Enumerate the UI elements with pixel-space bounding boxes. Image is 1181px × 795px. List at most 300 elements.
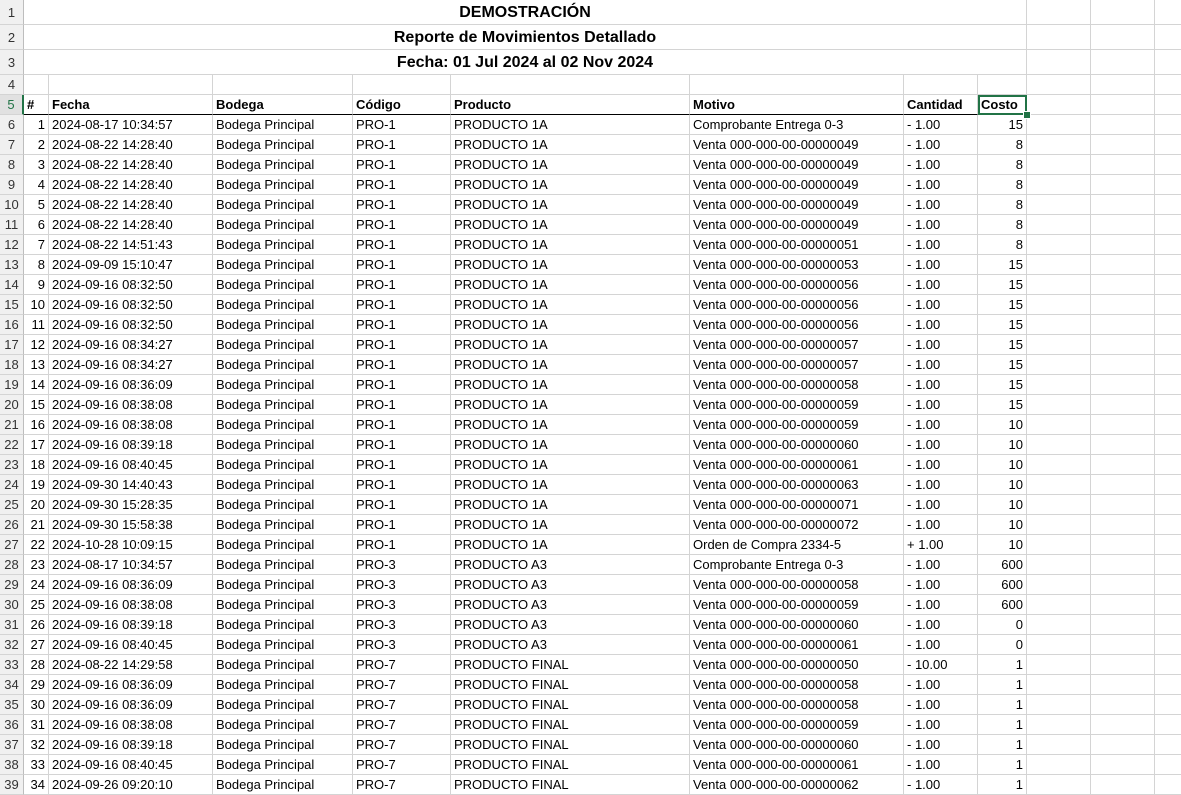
cell-motivo[interactable]: Venta 000-000-00-00000059 [690,715,904,735]
row-header[interactable]: 15 [0,295,24,315]
cell-bodega[interactable]: Bodega Principal [213,595,353,615]
cell-row-index[interactable]: 18 [24,455,49,475]
cell-motivo[interactable]: Venta 000-000-00-00000061 [690,635,904,655]
row-header[interactable]: 16 [0,315,24,335]
cell-fecha[interactable]: 2024-08-22 14:28:40 [49,215,213,235]
cell-bodega[interactable]: Bodega Principal [213,175,353,195]
empty-cell[interactable] [1027,755,1091,775]
cell-codigo[interactable]: PRO-7 [353,695,451,715]
row-header[interactable]: 36 [0,715,24,735]
cell-codigo[interactable]: PRO-1 [353,175,451,195]
row-header[interactable]: 1 [0,0,24,25]
cell-row-index[interactable]: 25 [24,595,49,615]
cell-bodega[interactable]: Bodega Principal [213,535,353,555]
cell-cantidad[interactable]: - 10.00 [904,655,978,675]
cell-bodega[interactable]: Bodega Principal [213,635,353,655]
cell-producto[interactable]: PRODUCTO 1A [451,195,690,215]
cell-fecha[interactable]: 2024-10-28 10:09:15 [49,535,213,555]
cell-motivo[interactable]: Venta 000-000-00-00000056 [690,315,904,335]
cell-fecha[interactable]: 2024-09-09 15:10:47 [49,255,213,275]
cell-fecha[interactable]: 2024-09-16 08:32:50 [49,275,213,295]
cell-motivo[interactable]: Venta 000-000-00-00000060 [690,615,904,635]
cell-producto[interactable]: PRODUCTO 1A [451,415,690,435]
cell-row-index[interactable]: 24 [24,575,49,595]
cell-codigo[interactable]: PRO-1 [353,295,451,315]
cell-fecha[interactable]: 2024-08-17 10:34:57 [49,555,213,575]
cell-producto[interactable]: PRODUCTO FINAL [451,675,690,695]
cell-costo[interactable]: 15 [978,315,1027,335]
cell-fecha[interactable]: 2024-09-16 08:36:09 [49,675,213,695]
cell-fecha[interactable]: 2024-09-16 08:40:45 [49,455,213,475]
cell-row-index[interactable]: 8 [24,255,49,275]
row-header[interactable]: 6 [0,115,24,135]
cell-bodega[interactable]: Bodega Principal [213,655,353,675]
cell-codigo[interactable]: PRO-1 [353,395,451,415]
cell-row-index[interactable]: 13 [24,355,49,375]
row-header[interactable]: 11 [0,215,24,235]
report-date-range[interactable]: Fecha: 01 Jul 2024 al 02 Nov 2024 [24,50,1027,75]
empty-cell[interactable] [1155,95,1181,115]
empty-cell[interactable] [690,75,904,95]
cell-fecha[interactable]: 2024-09-16 08:39:18 [49,735,213,755]
row-header[interactable]: 13 [0,255,24,275]
cell-motivo[interactable]: Venta 000-000-00-00000062 [690,775,904,795]
cell-cantidad[interactable]: - 1.00 [904,415,978,435]
cell-cantidad[interactable]: - 1.00 [904,115,978,135]
empty-cell[interactable] [1155,25,1181,50]
cell-producto[interactable]: PRODUCTO 1A [451,355,690,375]
cell-motivo[interactable]: Venta 000-000-00-00000056 [690,275,904,295]
empty-cell[interactable] [1091,495,1155,515]
empty-cell[interactable] [1027,235,1091,255]
empty-cell[interactable] [1155,775,1181,795]
row-header[interactable]: 31 [0,615,24,635]
cell-producto[interactable]: PRODUCTO 1A [451,315,690,335]
empty-cell[interactable] [1091,715,1155,735]
cell-row-index[interactable]: 23 [24,555,49,575]
cell-cantidad[interactable]: - 1.00 [904,375,978,395]
cell-fecha[interactable]: 2024-09-16 08:40:45 [49,755,213,775]
cell-fecha[interactable]: 2024-09-16 08:34:27 [49,355,213,375]
cell-cantidad[interactable]: + 1.00 [904,535,978,555]
cell-motivo[interactable]: Venta 000-000-00-00000049 [690,195,904,215]
empty-cell[interactable] [1155,375,1181,395]
row-header[interactable]: 30 [0,595,24,615]
empty-cell[interactable] [353,75,451,95]
empty-cell[interactable] [1155,155,1181,175]
cell-cantidad[interactable]: - 1.00 [904,455,978,475]
row-header[interactable]: 4 [0,75,24,95]
column-header-codigo[interactable]: Código [353,95,451,115]
cell-producto[interactable]: PRODUCTO 1A [451,375,690,395]
cell-fecha[interactable]: 2024-09-16 08:38:08 [49,715,213,735]
empty-cell[interactable] [1155,315,1181,335]
empty-cell[interactable] [1091,155,1155,175]
empty-cell[interactable] [1155,115,1181,135]
cell-fecha[interactable]: 2024-09-16 08:39:18 [49,615,213,635]
cell-codigo[interactable]: PRO-1 [353,375,451,395]
cell-fecha[interactable]: 2024-09-16 08:34:27 [49,335,213,355]
empty-cell[interactable] [1027,50,1091,75]
empty-cell[interactable] [1091,115,1155,135]
cell-bodega[interactable]: Bodega Principal [213,695,353,715]
cell-bodega[interactable]: Bodega Principal [213,775,353,795]
empty-cell[interactable] [1027,615,1091,635]
cell-costo[interactable]: 15 [978,355,1027,375]
cell-row-index[interactable]: 7 [24,235,49,255]
cell-codigo[interactable]: PRO-1 [353,155,451,175]
cell-costo[interactable]: 1 [978,695,1027,715]
cell-motivo[interactable]: Venta 000-000-00-00000056 [690,295,904,315]
cell-row-index[interactable]: 30 [24,695,49,715]
empty-cell[interactable] [1155,135,1181,155]
cell-costo[interactable]: 8 [978,235,1027,255]
empty-cell[interactable] [1091,335,1155,355]
cell-producto[interactable]: PRODUCTO 1A [451,295,690,315]
cell-codigo[interactable]: PRO-1 [353,415,451,435]
empty-cell[interactable] [1091,595,1155,615]
cell-bodega[interactable]: Bodega Principal [213,575,353,595]
cell-row-index[interactable]: 2 [24,135,49,155]
row-header[interactable]: 34 [0,675,24,695]
empty-cell[interactable] [1027,415,1091,435]
cell-row-index[interactable]: 28 [24,655,49,675]
cell-bodega[interactable]: Bodega Principal [213,235,353,255]
cell-motivo[interactable]: Comprobante Entrega 0-3 [690,115,904,135]
empty-cell[interactable] [1027,475,1091,495]
cell-bodega[interactable]: Bodega Principal [213,715,353,735]
cell-codigo[interactable]: PRO-1 [353,475,451,495]
cell-cantidad[interactable]: - 1.00 [904,255,978,275]
row-header[interactable]: 26 [0,515,24,535]
row-header[interactable]: 12 [0,235,24,255]
empty-cell[interactable] [1027,455,1091,475]
cell-row-index[interactable]: 20 [24,495,49,515]
empty-cell[interactable] [1155,675,1181,695]
empty-cell[interactable] [1091,515,1155,535]
cell-row-index[interactable]: 12 [24,335,49,355]
cell-producto[interactable]: PRODUCTO 1A [451,455,690,475]
empty-cell[interactable] [213,75,353,95]
empty-cell[interactable] [1027,495,1091,515]
cell-bodega[interactable]: Bodega Principal [213,115,353,135]
cell-cantidad[interactable]: - 1.00 [904,675,978,695]
cell-cantidad[interactable]: - 1.00 [904,495,978,515]
cell-row-index[interactable]: 15 [24,395,49,415]
cell-producto[interactable]: PRODUCTO FINAL [451,715,690,735]
row-header[interactable]: 3 [0,50,24,75]
cell-cantidad[interactable]: - 1.00 [904,475,978,495]
empty-cell[interactable] [1155,695,1181,715]
cell-row-index[interactable]: 9 [24,275,49,295]
cell-row-index[interactable]: 3 [24,155,49,175]
row-header[interactable]: 29 [0,575,24,595]
empty-cell[interactable] [1091,0,1155,25]
cell-cantidad[interactable]: - 1.00 [904,735,978,755]
empty-cell[interactable] [1091,135,1155,155]
cell-row-index[interactable]: 16 [24,415,49,435]
cell-cantidad[interactable]: - 1.00 [904,575,978,595]
cell-motivo[interactable]: Venta 000-000-00-00000058 [690,675,904,695]
cell-costo[interactable]: 600 [978,555,1027,575]
cell-motivo[interactable]: Venta 000-000-00-00000051 [690,235,904,255]
cell-motivo[interactable]: Venta 000-000-00-00000072 [690,515,904,535]
cell-bodega[interactable]: Bodega Principal [213,415,353,435]
cell-codigo[interactable]: PRO-7 [353,735,451,755]
cell-costo[interactable]: 8 [978,135,1027,155]
cell-fecha[interactable]: 2024-09-16 08:38:08 [49,415,213,435]
cell-fecha[interactable]: 2024-08-17 10:34:57 [49,115,213,135]
cell-bodega[interactable]: Bodega Principal [213,735,353,755]
cell-row-index[interactable]: 11 [24,315,49,335]
cell-row-index[interactable]: 19 [24,475,49,495]
cell-costo[interactable]: 15 [978,255,1027,275]
empty-cell[interactable] [24,75,49,95]
empty-cell[interactable] [1091,455,1155,475]
cell-costo[interactable]: 1 [978,715,1027,735]
column-header-motivo[interactable]: Motivo [690,95,904,115]
empty-cell[interactable] [1027,315,1091,335]
empty-cell[interactable] [1091,395,1155,415]
row-header[interactable]: 9 [0,175,24,195]
cell-costo[interactable]: 1 [978,735,1027,755]
cell-codigo[interactable]: PRO-7 [353,775,451,795]
cell-cantidad[interactable]: - 1.00 [904,355,978,375]
cell-motivo[interactable]: Venta 000-000-00-00000060 [690,735,904,755]
row-header[interactable]: 19 [0,375,24,395]
empty-cell[interactable] [1027,25,1091,50]
empty-cell[interactable] [1155,495,1181,515]
cell-cantidad[interactable]: - 1.00 [904,135,978,155]
empty-cell[interactable] [1155,255,1181,275]
cell-row-index[interactable]: 33 [24,755,49,775]
cell-fecha[interactable]: 2024-09-30 15:28:35 [49,495,213,515]
cell-motivo[interactable]: Venta 000-000-00-00000071 [690,495,904,515]
empty-cell[interactable] [1091,755,1155,775]
cell-codigo[interactable]: PRO-7 [353,715,451,735]
empty-cell[interactable] [1027,335,1091,355]
cell-codigo[interactable]: PRO-1 [353,275,451,295]
cell-bodega[interactable]: Bodega Principal [213,675,353,695]
cell-fecha[interactable]: 2024-08-22 14:28:40 [49,195,213,215]
cell-bodega[interactable]: Bodega Principal [213,155,353,175]
empty-cell[interactable] [1155,355,1181,375]
empty-cell[interactable] [1091,775,1155,795]
empty-cell[interactable] [1155,295,1181,315]
cell-bodega[interactable]: Bodega Principal [213,255,353,275]
cell-motivo[interactable]: Venta 000-000-00-00000053 [690,255,904,275]
empty-cell[interactable] [1027,295,1091,315]
empty-cell[interactable] [1091,275,1155,295]
empty-cell[interactable] [1155,755,1181,775]
cell-producto[interactable]: PRODUCTO FINAL [451,755,690,775]
cell-fecha[interactable]: 2024-09-30 14:40:43 [49,475,213,495]
cell-fecha[interactable]: 2024-09-16 08:38:08 [49,595,213,615]
empty-cell[interactable] [1027,0,1091,25]
cell-row-index[interactable]: 6 [24,215,49,235]
fill-handle[interactable] [1023,111,1031,119]
cell-producto[interactable]: PRODUCTO 1A [451,475,690,495]
cell-cantidad[interactable]: - 1.00 [904,515,978,535]
cell-codigo[interactable]: PRO-1 [353,235,451,255]
row-header[interactable]: 24 [0,475,24,495]
empty-cell[interactable] [1155,475,1181,495]
cell-row-index[interactable]: 27 [24,635,49,655]
cell-cantidad[interactable]: - 1.00 [904,335,978,355]
cell-bodega[interactable]: Bodega Principal [213,555,353,575]
cell-motivo[interactable]: Venta 000-000-00-00000061 [690,455,904,475]
cell-codigo[interactable]: PRO-1 [353,315,451,335]
cell-fecha[interactable]: 2024-08-22 14:28:40 [49,175,213,195]
cell-codigo[interactable]: PRO-3 [353,595,451,615]
empty-cell[interactable] [1155,195,1181,215]
empty-cell[interactable] [1091,695,1155,715]
empty-cell[interactable] [1091,75,1155,95]
cell-codigo[interactable]: PRO-1 [353,495,451,515]
cell-bodega[interactable]: Bodega Principal [213,475,353,495]
cell-bodega[interactable]: Bodega Principal [213,215,353,235]
empty-cell[interactable] [1027,735,1091,755]
row-header[interactable]: 8 [0,155,24,175]
cell-producto[interactable]: PRODUCTO 1A [451,535,690,555]
empty-cell[interactable] [1027,655,1091,675]
cell-cantidad[interactable]: - 1.00 [904,715,978,735]
empty-cell[interactable] [1091,375,1155,395]
cell-bodega[interactable]: Bodega Principal [213,375,353,395]
empty-cell[interactable] [1027,535,1091,555]
cell-motivo[interactable]: Orden de Compra 2334-5 [690,535,904,555]
report-title[interactable]: DEMOSTRACIÓN [24,0,1027,25]
cell-fecha[interactable]: 2024-08-22 14:28:40 [49,135,213,155]
empty-cell[interactable] [1155,615,1181,635]
cell-producto[interactable]: PRODUCTO 1A [451,235,690,255]
cell-row-index[interactable]: 31 [24,715,49,735]
cell-cantidad[interactable]: - 1.00 [904,435,978,455]
cell-cantidad[interactable]: - 1.00 [904,235,978,255]
cell-motivo[interactable]: Venta 000-000-00-00000059 [690,395,904,415]
cell-costo[interactable]: 1 [978,755,1027,775]
cell-bodega[interactable]: Bodega Principal [213,435,353,455]
cell-bodega[interactable]: Bodega Principal [213,615,353,635]
empty-cell[interactable] [1027,775,1091,795]
cell-producto[interactable]: PRODUCTO FINAL [451,735,690,755]
cell-fecha[interactable]: 2024-09-26 09:20:10 [49,775,213,795]
empty-cell[interactable] [1091,215,1155,235]
empty-cell[interactable] [1027,275,1091,295]
cell-cantidad[interactable]: - 1.00 [904,195,978,215]
empty-cell[interactable] [1155,635,1181,655]
cell-producto[interactable]: PRODUCTO FINAL [451,695,690,715]
cell-motivo[interactable]: Venta 000-000-00-00000057 [690,355,904,375]
cell-codigo[interactable]: PRO-1 [353,135,451,155]
cell-codigo[interactable]: PRO-1 [353,455,451,475]
empty-cell[interactable] [1155,75,1181,95]
cell-motivo[interactable]: Venta 000-000-00-00000063 [690,475,904,495]
empty-cell[interactable] [1027,675,1091,695]
empty-cell[interactable] [1027,195,1091,215]
row-header[interactable]: 21 [0,415,24,435]
cell-costo[interactable]: 8 [978,175,1027,195]
empty-cell[interactable] [1091,535,1155,555]
cell-costo[interactable]: 8 [978,215,1027,235]
empty-cell[interactable] [1091,315,1155,335]
cell-bodega[interactable]: Bodega Principal [213,295,353,315]
cell-costo[interactable]: 15 [978,375,1027,395]
cell-costo[interactable]: 1 [978,675,1027,695]
cell-fecha[interactable]: 2024-09-16 08:39:18 [49,435,213,455]
empty-cell[interactable] [1027,435,1091,455]
cell-costo[interactable]: 15 [978,335,1027,355]
column-header-bodega[interactable]: Bodega [213,95,353,115]
row-header[interactable]: 25 [0,495,24,515]
cell-fecha[interactable]: 2024-09-16 08:32:50 [49,315,213,335]
empty-cell[interactable] [1155,515,1181,535]
cell-costo[interactable]: 600 [978,595,1027,615]
empty-cell[interactable] [1155,235,1181,255]
cell-motivo[interactable]: Venta 000-000-00-00000049 [690,215,904,235]
empty-cell[interactable] [1027,395,1091,415]
empty-cell[interactable] [1155,175,1181,195]
empty-cell[interactable] [1027,595,1091,615]
cell-costo[interactable]: 10 [978,515,1027,535]
cell-producto[interactable]: PRODUCTO 1A [451,175,690,195]
cell-codigo[interactable]: PRO-3 [353,555,451,575]
empty-cell[interactable] [1027,715,1091,735]
cell-motivo[interactable]: Venta 000-000-00-00000059 [690,595,904,615]
cell-producto[interactable]: PRODUCTO A3 [451,575,690,595]
column-header-row-index[interactable]: # [24,95,49,115]
cell-codigo[interactable]: PRO-3 [353,635,451,655]
row-header[interactable]: 23 [0,455,24,475]
empty-cell[interactable] [1091,25,1155,50]
cell-row-index[interactable]: 29 [24,675,49,695]
cell-cantidad[interactable]: - 1.00 [904,615,978,635]
row-header[interactable]: 38 [0,755,24,775]
empty-cell[interactable] [1091,175,1155,195]
empty-cell[interactable] [1091,675,1155,695]
cell-cantidad[interactable]: - 1.00 [904,775,978,795]
cell-costo[interactable]: 15 [978,275,1027,295]
empty-cell[interactable] [1091,555,1155,575]
column-header-costo[interactable]: Costo [978,95,1027,115]
empty-cell[interactable] [1027,575,1091,595]
empty-cell[interactable] [1155,275,1181,295]
empty-cell[interactable] [1027,555,1091,575]
cell-producto[interactable]: PRODUCTO FINAL [451,775,690,795]
cell-row-index[interactable]: 22 [24,535,49,555]
cell-costo[interactable]: 0 [978,635,1027,655]
row-header[interactable]: 33 [0,655,24,675]
cell-codigo[interactable]: PRO-7 [353,655,451,675]
cell-codigo[interactable]: PRO-1 [353,515,451,535]
column-header-fecha[interactable]: Fecha [49,95,213,115]
empty-cell[interactable] [1091,235,1155,255]
empty-cell[interactable] [1155,715,1181,735]
cell-fecha[interactable]: 2024-09-16 08:36:09 [49,375,213,395]
cell-producto[interactable]: PRODUCTO 1A [451,395,690,415]
empty-cell[interactable] [1155,415,1181,435]
cell-producto[interactable]: PRODUCTO 1A [451,435,690,455]
row-header[interactable]: 5 [0,95,24,115]
empty-cell[interactable] [1091,255,1155,275]
cell-producto[interactable]: PRODUCTO 1A [451,135,690,155]
cell-motivo[interactable]: Venta 000-000-00-00000057 [690,335,904,355]
empty-cell[interactable] [1091,415,1155,435]
cell-cantidad[interactable]: - 1.00 [904,155,978,175]
cell-producto[interactable]: PRODUCTO 1A [451,335,690,355]
cell-codigo[interactable]: PRO-7 [353,675,451,695]
cell-producto[interactable]: PRODUCTO A3 [451,595,690,615]
